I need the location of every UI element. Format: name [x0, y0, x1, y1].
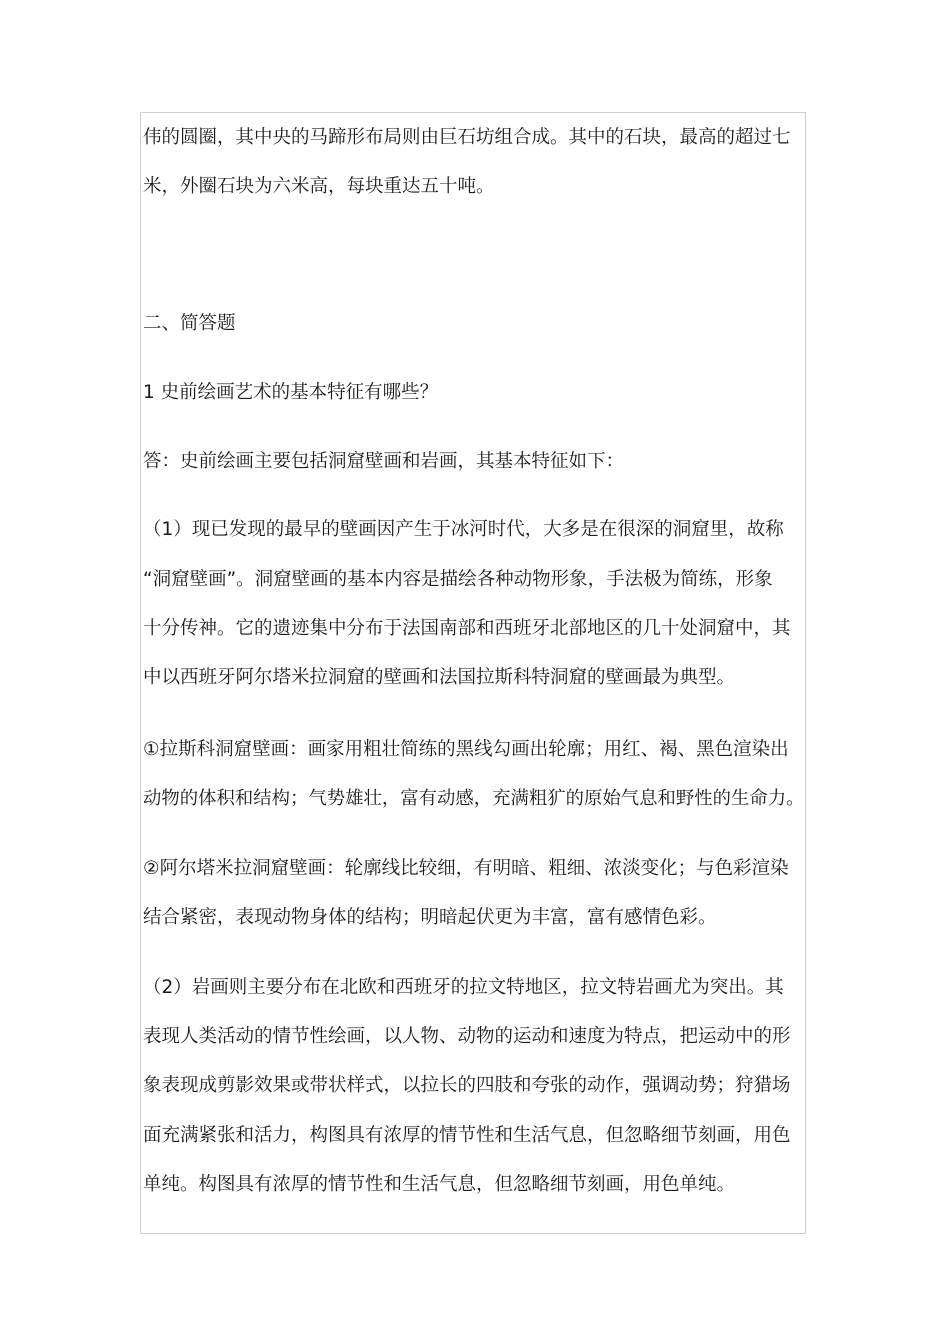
point1-line-2: “洞窟壁画”。洞窟壁画的基本内容是描绘各种动物形象，手法极为简练，形象 [143, 569, 773, 590]
point1-line-4: 中以西班牙阿尔塔米拉洞窟的壁画和法国拉斯科特洞窟的壁画最为典型。 [143, 667, 736, 688]
point2-line-3: 象表现成剪影效果或带状样式，以拉长的四肢和夸张的动作，强调动势；狩猎场 [143, 1075, 791, 1096]
point2-line-4: 面充满紧张和活力，构图具有浓厚的情节性和生活气息，但忽略细节刻画，用色 [143, 1125, 791, 1146]
sub1-line-1: ①拉斯科洞窟壁画：画家用粗壮简练的黑线勾画出轮廓；用红、褐、黑色渲染出 [143, 739, 789, 760]
point1-line-3: 十分传神。它的遗迹集中分布于法国南部和西班牙北部地区的几十处洞窟中，其 [143, 618, 791, 639]
intro-line-1: 伟的圆圈，其中央的马蹄形布局则由巨石坊组合成。其中的石块，最高的超过七 [143, 127, 791, 148]
point2-line-5: 单纯。构图具有浓厚的情节性和生活气息，但忽略细节刻画，用色单纯。 [143, 1174, 736, 1195]
question-text: 1 史前绘画艺术的基本特征有哪些？ [143, 382, 439, 403]
section-heading: 二、简答题 [143, 313, 236, 334]
point1-line-1: （1）现已发现的最早的壁画因产生于冰河时代，大多是在很深的洞窟里，故称 [143, 519, 784, 540]
point2-line-1: （2）岩画则主要分布在北欧和西班牙的拉文特地区，拉文特岩画尤为突出。其 [143, 977, 784, 998]
answer-intro: 答：史前绘画主要包括洞窟壁画和岩画，其基本特征如下： [143, 451, 625, 472]
sub2-line-2: 结合紧密，表现动物身体的结构；明暗起伏更为丰富，富有感情色彩。 [143, 907, 717, 928]
sub2-line-1: ②阿尔塔米拉洞窟壁画：轮廓线比较细，有明暗、粗细、浓淡变化；与色彩渲染 [143, 858, 789, 879]
intro-line-2: 米，外圈石块为六米高，每块重达五十吨。 [143, 176, 495, 197]
point2-line-2: 表现人类活动的情节性绘画，以人物、动物的运动和速度为特点，把运动中的形 [143, 1026, 791, 1047]
sub1-line-2: 动物的体积和结构；气势雄壮，富有动感，充满粗犷的原始气息和野性的生命力。 [143, 788, 805, 809]
